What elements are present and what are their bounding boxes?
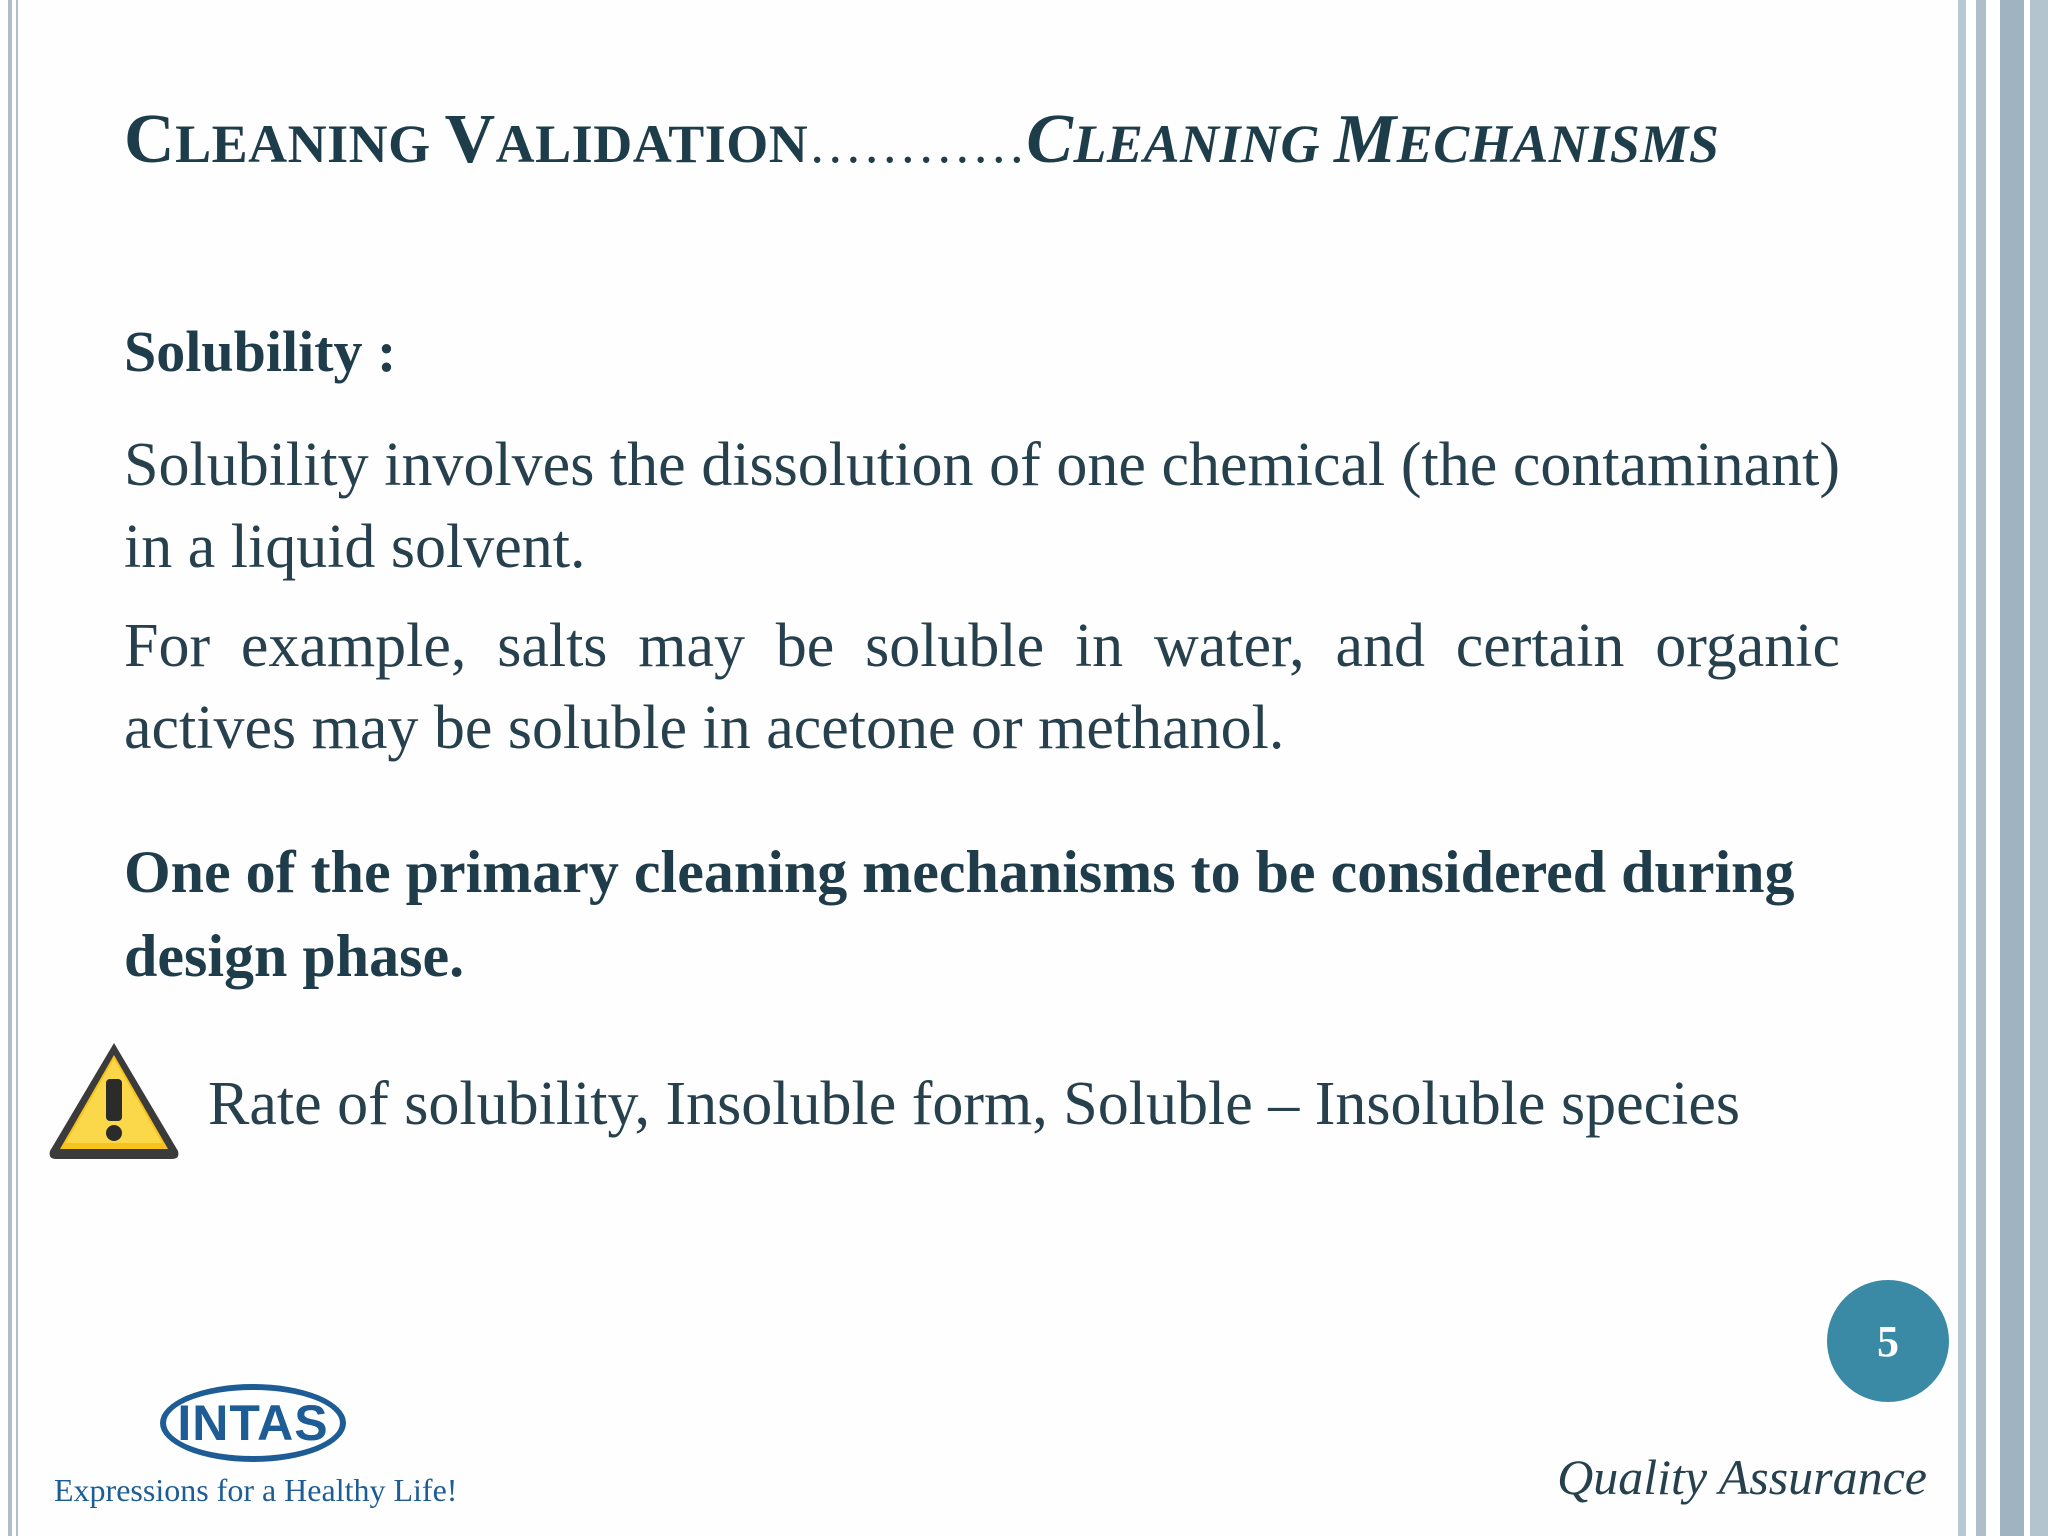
right-stripe	[1986, 0, 2000, 1536]
title-text: LEANING	[175, 114, 445, 174]
right-stripe	[2000, 0, 2024, 1536]
warning-row	[44, 1035, 1844, 1165]
title-text: ALIDATION	[495, 114, 809, 174]
logo-wordmark: INTAS	[160, 1384, 346, 1462]
emphasis-statement: One of the primary cleaning mechanisms to be considered during design phase.	[124, 839, 1795, 989]
paragraph-definition: Solubility involves the dissolution of one chemical (the contaminant) in a liquid solvent.	[124, 431, 1840, 581]
paragraph-example: For example, salts may be soluble in water, and certain organic actives may be soluble in acetone or methanol.	[124, 612, 1840, 762]
subtitle-text: LEANING	[1073, 114, 1334, 174]
title-initial: V	[444, 101, 496, 178]
section-heading: Solubility :	[124, 319, 397, 384]
left-border-line	[16, 0, 18, 1536]
right-stripe	[1966, 0, 1976, 1536]
subtitle-text: ECHANISMS	[1396, 114, 1720, 174]
title-dots: …………	[808, 114, 1027, 174]
subtitle-initial: M	[1333, 101, 1397, 178]
right-stripe	[2030, 0, 2048, 1536]
page-number-badge: 5	[1827, 1280, 1949, 1402]
subtitle-initial: C	[1026, 101, 1074, 178]
slide-title	[124, 100, 1924, 180]
left-border-line	[8, 0, 12, 1536]
logo-tagline: Expressions for a Healthy Life!	[54, 1472, 458, 1508]
warning-text: Rate of solubility, Insoluble form, Soluble – Insoluble species	[208, 1070, 1740, 1138]
warning-icon	[44, 1035, 184, 1165]
right-stripe	[1976, 0, 1986, 1536]
right-stripe	[1958, 0, 1966, 1536]
company-logo	[54, 1380, 474, 1520]
title-initial: C	[124, 101, 176, 178]
footer-department: Quality Assurance	[1557, 1449, 1927, 1505]
